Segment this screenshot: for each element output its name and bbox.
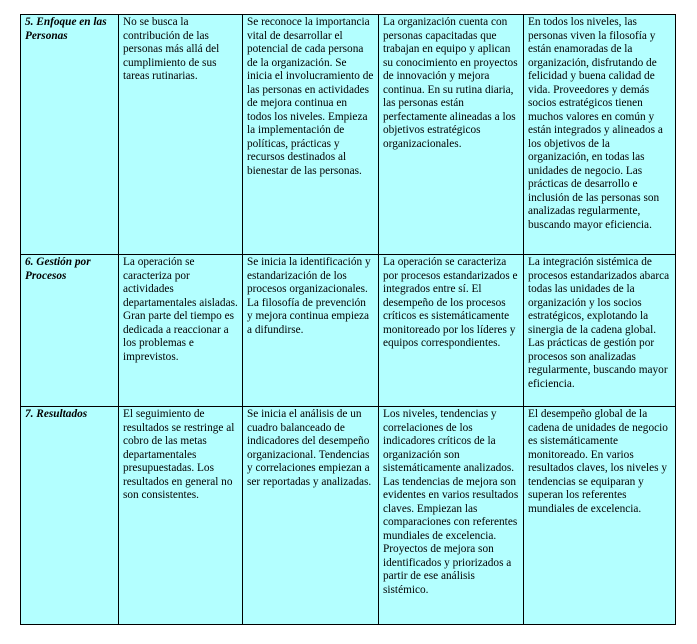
table-row-resultados	[21, 407, 676, 625]
table-cell: El seguimiento de resultados se restringe al cobro de las metas departamentales presupuestadas. Los resultados en general no son consistentes.	[119, 407, 243, 625]
table-cell: La operación se caracteriza por actividades departamentales aisladas. Gran parte del tiempo es dedicada a reaccionar a los problemas e imprevistos.	[119, 255, 243, 407]
maturity-table-container	[20, 14, 676, 625]
row-header-resultados: 7. Resultados	[21, 407, 119, 625]
table-row-procesos	[21, 255, 676, 407]
table-cell: Se inicia la identificación y estandarización de los procesos organizacionales. La filosofía de prevención y mejora continua empieza a difundirse.	[243, 255, 379, 407]
table-cell: Se reconoce la importancia vital de desarrollar el potencial de cada persona de la organización. Se inicia el involucramiento de las personas en actividades de mejora continua en todos los niveles. Empieza la implementación de políticas, prácticas y recursos destinados al bienestar de las personas.	[243, 15, 379, 255]
table-cell: La integración sistémica de procesos estandarizados abarca todas las unidades de la organización y los socios estratégicos, explotando la sinergia de la cadena global. Las prácticas de gestión por procesos son analizadas regularmente, buscando mayor eficiencia.	[524, 255, 676, 407]
row-header-personas: 5. Enfoque en las Personas	[21, 15, 119, 255]
row-header-procesos: 6. Gestión por Procesos	[21, 255, 119, 407]
table-cell: La organización cuenta con personas capacitadas que trabajan en equipo y aplican su conocimiento en proyectos de innovación y mejora continua. En su rutina diaria, las personas están perfectamente alineadas a los objetivos estratégicos organizacionales.	[379, 15, 524, 255]
table-cell: No se busca la contribución de las personas más allá del cumplimiento de sus tareas rutinarias.	[119, 15, 243, 255]
table-cell: Se inicia el análisis de un cuadro balanceado de indicadores del desempeño organizacional. Tendencias y correlaciones empiezan a ser reportadas y analizadas.	[243, 407, 379, 625]
maturity-table	[20, 14, 676, 625]
table-cell: El desempeño global de la cadena de unidades de negocio es sistemáticamente monitoreado. En varios resultados claves, los niveles y tendencias se equiparan y superan los referentes mundiales de excelencia.	[524, 407, 676, 625]
table-row-personas	[21, 15, 676, 255]
table-cell: La operación se caracteriza por procesos estandarizados e integrados entre sí. El desempeño de los procesos críticos es sistemáticamente monitoreado por los líderes y equipos correspondientes.	[379, 255, 524, 407]
table-cell: Los niveles, tendencias y correlaciones de los indicadores críticos de la organización son sistemáticamente analizados. Las tendencias de mejora son evidentes en varios resultados claves. Empiezan las comparaciones con referentes mundiales de excelencia. Proyectos de mejora son identificados y priorizados a partir de ese análisis sistémico.	[379, 407, 524, 625]
table-cell: En todos los niveles, las personas viven la filosofía y están enamoradas de la organización, disfrutando de felicidad y buena calidad de vida. Proveedores y demás socios estratégicos tienen muchos valores en común y están integrados y alineados a los objetivos de la organización, en todas las unidades de negocio. Las prácticas de desarrollo e inclusión de las personas son analizadas regularmente, buscando mayor eficiencia.	[524, 15, 676, 255]
